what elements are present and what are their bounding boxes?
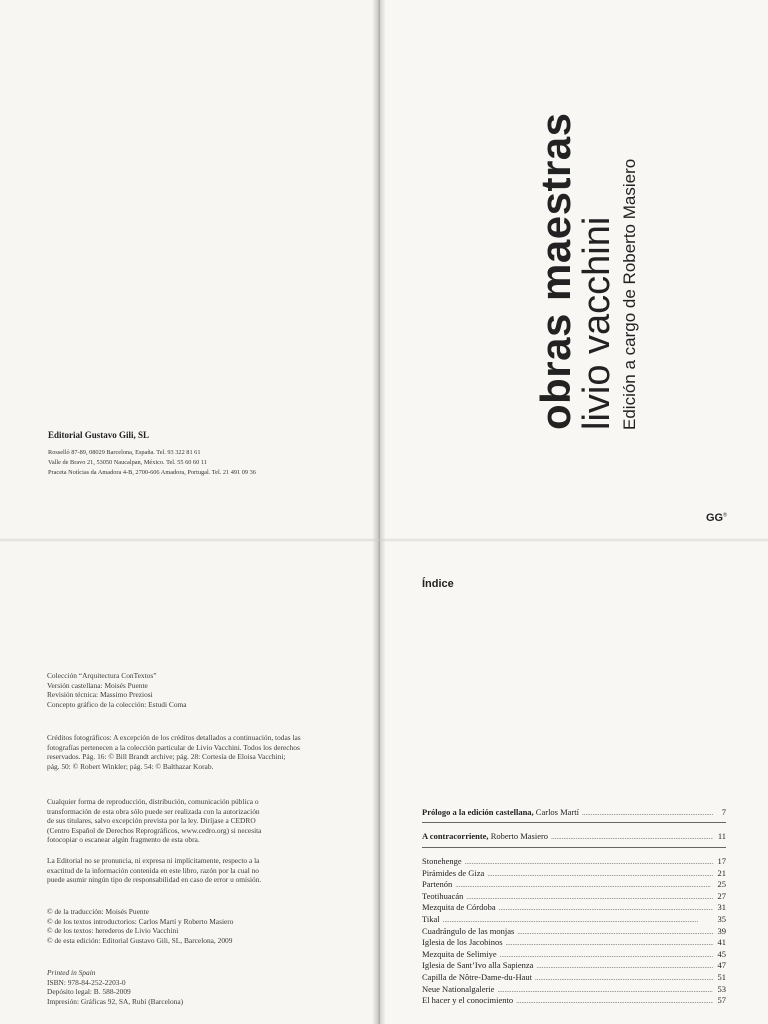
toc-row [422,868,726,880]
dot-leader [517,927,713,938]
dot-leader [497,985,713,996]
printer-line: Impresión: Gráficas 92, SA, Rubí (Barcelona) [47,996,184,1006]
legal-deposit-line: Depósito legal: B. 588-2009 [47,987,131,997]
dot-leader [535,973,713,984]
registered-mark: ® [723,512,727,519]
toc-row [422,960,726,972]
toc-page-number: 11 [717,831,726,841]
toc-page-number: 31 [717,902,726,913]
address-line: Rosselló 87-89, 08029 Barcelona, España. Tel. 93 322 81 61 [48,449,201,456]
photo-credit-line: reservados. Pág. 16: © Bill Brandt archive; pág. 28: Cortesía de Eloisa Vacchini; [47,752,286,762]
isbn-line: ISBN: 978-84-252-2203-0 [47,977,126,987]
toc-entry-title: Teotihuacán [422,890,464,901]
toc-row [422,949,726,961]
publisher-logo [706,512,727,524]
credit-line: Revisión técnica: Massimo Preziosi [47,690,153,700]
rights-line: transformación de esta obra sólo puede ser realizada con la autorización [47,806,260,816]
dot-leader [455,880,713,891]
toc-row [422,926,726,938]
toc-page-number: 39 [717,925,726,936]
toc-page-number: 45 [717,948,726,959]
publisher-name: Editorial Gustavo Gili, SL [48,430,150,440]
toc-entry-title: Mezquita de Córdoba [422,902,496,913]
dot-leader [582,808,713,819]
toc-intro-row [422,807,726,819]
toc-row [422,984,726,996]
copyright-line: © de los textos: herederos de Livio Vacchini [47,926,179,936]
toc-intro-author: Roberto Masiero [488,831,549,841]
toc-entry-title: Partenón [422,879,453,890]
credit-line: Colección “Arquitectura ConTextos” [47,671,157,680]
toc-row [422,879,726,891]
address-line: Valle de Bravo 21, 53050 Naucalpan, México. Tel. 55 60 60 11 [48,459,207,466]
copyright-notices [47,907,233,945]
toc-page-number: 7 [721,807,726,817]
copyright-line: © de la traducción: Moisés Puente [47,907,149,916]
toc-page-number: 41 [717,937,726,948]
index-title: Índice [422,578,454,590]
toc-intro-title: A contracorriente, [422,831,489,841]
printed-in: Printed in Spain [47,968,96,977]
toc-entry-title: El hacer y el conocimiento [422,995,514,1006]
toc-row [422,914,726,926]
toc-entry-title: Mezquita de Selimiye [422,948,497,959]
toc-page-number: 53 [717,983,726,994]
dot-leader [443,915,713,926]
copyright-line: © de esta edición: Editorial Gustavo Gili, SL, Barcelona, 2009 [47,935,233,945]
toc-divider [422,847,726,848]
dot-leader [465,857,713,868]
toc-entry-title: Iglesia de los Jacobinos [422,937,503,948]
toc-page-number: 21 [717,867,726,878]
book-title: obras maestras [532,112,579,430]
toc-entry-title: Iglesia de Sant’Ivo alla Sapienza [422,960,534,971]
dot-leader [516,996,713,1007]
toc-row [422,891,726,903]
disclaimer-line: La Editorial no se pronuncia, ni expresa ni implícitamente, respecto a la [47,856,260,865]
dot-leader [536,961,713,972]
dot-leader [466,892,713,903]
toc-row [422,937,726,949]
toc-entry-title: Neue Nationalgalerie [422,983,495,994]
dot-leader [487,869,713,880]
dot-leader [551,832,713,843]
dot-leader [500,950,713,961]
credit-line: Versión castellana: Moisés Puente [47,680,148,690]
collection-credits [47,671,187,709]
toc-entry-title: Pirámides de Giza [422,867,485,878]
rights-line: fotocopiar o escanear algún fragmento de esta obra. [47,835,200,845]
photo-credit-line: pág. 50: © Robert Winkler; pág. 54: © Balthazar Korab. [47,761,214,771]
photo-credit-line: Créditos fotográficos: A excepción de los créditos detallados a continuación, todas las [47,733,301,742]
toc-intro-row [422,831,726,843]
photo-credits [47,733,301,771]
toc-row [422,995,726,1007]
toc-page-number: 35 [717,914,726,924]
rights-line: (Centro Español de Derechos Reprográficos, www.cedro.org) si necesita [47,825,262,835]
book-editor: Edición a cargo de Roberto Masiero [620,158,639,430]
toc-row [422,972,726,984]
toc-entry-title: Tikal [422,914,440,924]
toc-intro-author: Carlos Martí [533,807,579,817]
disclaimer-line: puede asumir ningún tipo de responsabilidad en caso de error u omisión. [47,875,262,885]
toc-entry-title: Capilla de Nôtre-Dame-du-Haut [422,972,532,982]
toc-intro-title: Prólogo a la edición castellana, [422,807,534,817]
photo-credit-line: fotografías pertenecen a la colección particular de Livio Vacchini. Todos los derechos [47,742,300,752]
rights-line: de sus titulares, salvo excepción prevista por la ley. Diríjase a CEDRO [47,816,256,826]
copyright-line: © de los textos introductorios: Carlos Martí y Roberto Masiero [47,916,234,926]
disclaimer-line: exactitud de la información contenida en este libro, razón por la cual no [47,865,259,875]
toc-page-number: 27 [717,890,726,901]
toc-row [422,856,726,868]
disclaimer [47,856,261,885]
toc-row [422,902,726,914]
toc-page-number: 17 [717,856,726,866]
book-gutter [373,0,385,1024]
toc-entry-title: Cuadrángulo de las monjas [422,925,515,936]
toc-divider [422,822,726,823]
toc-page-number: 51 [717,972,726,982]
toc-entry-title: Stonehenge [422,856,462,866]
dot-leader [499,903,713,914]
dot-leader [506,938,714,949]
address-line: Praceta Notícias da Amadora 4-B, 2700-606 Amadora, Portugal. Tel. 21 491 09 36 [48,469,256,476]
toc-page-number: 57 [717,995,726,1006]
print-info [47,968,183,1006]
logo-text: GG [706,512,724,524]
credit-line: Concepto gráfico de la colección: Estudi Coma [47,699,187,709]
rights-line: Cualquier forma de reproducción, distribución, comunicación pública o [47,797,259,806]
rights-notice [47,797,261,845]
toc-page-number: 25 [717,879,726,890]
book-author: livio vacchini [576,216,618,430]
cover-title-block [532,0,645,430]
toc-page-number: 47 [717,960,726,971]
page-fold [0,538,768,542]
